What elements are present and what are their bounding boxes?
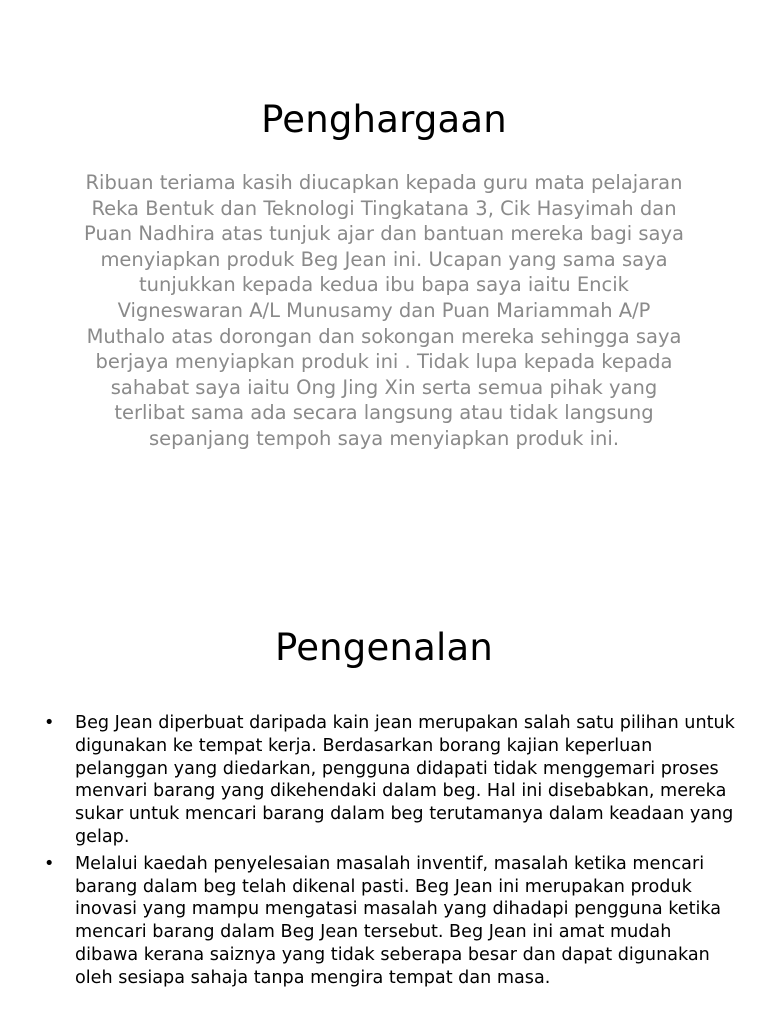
slide-introduction [0, 512, 768, 1024]
acknowledgement-text: Ribuan teriama kasih diucapkan kepada guru mata pelajaran Reka Bentuk dan Teknologi Tingkatana 3, Cik Hasyimah dan Puan Nadhira atas tunjuk ajar dan bantuan mereka bagi saya menyiapkan produk Beg Jean ini. Ucapan yang sama saya tunjukkan kepada kedua ibu bapa saya iaitu Encik Vigneswaran A/L Munusamy dan Puan Mariammah A/P Muthalo atas dorongan dan sokongan mereka sehingga saya berjaya menyiapkan produk ini . Tidak lupa kepada kepada sahabat saya iaitu Ong Jing Xin serta semua pihak yang terlibat sama ada secara langsung atau tidak langsung sepanjang tempoh saya menyiapkan produk ini. [84, 171, 684, 450]
slide-title: Pengenalan [275, 626, 493, 669]
bullet-text: Melalui kaedah penyelesaian masalah inventif, masalah ketika mencari barang dalam beg telah dikenal pasti. Beg Jean ini merupakan produk inovasi yang mampu mengatasi masalah yang dihadapi pengguna ketika mencari barang dalam Beg Jean tersebut. Beg Jean ini amat mudah dibawa kerana saiznya yang tidak seberapa besar dan dapat digunakan oleh sesiapa sahaja tanpa mengira tempat dan masa. [75, 853, 722, 988]
bullet-icon: • [44, 853, 55, 874]
slide-title: Penghargaan [261, 98, 507, 141]
bullet-text: Beg Jean diperbuat daripada kain jean merupakan salah satu pilihan untuk digunakan ke tempat kerja. Berdasarkan borang kajian keperluan pelanggan yang diedarkan, pengguna didapati tidak menggemari proses menvari barang yang dikehendaki dalam beg. Hal ini disebabkan, mereka sukar untuk mencari barang dalam beg terutamanya dalam keadaan yang gelap. [75, 713, 735, 847]
bullet-item [40, 853, 740, 990]
bullet-list [40, 712, 740, 994]
bullet-item [40, 712, 740, 849]
bullet-icon: • [44, 713, 55, 733]
